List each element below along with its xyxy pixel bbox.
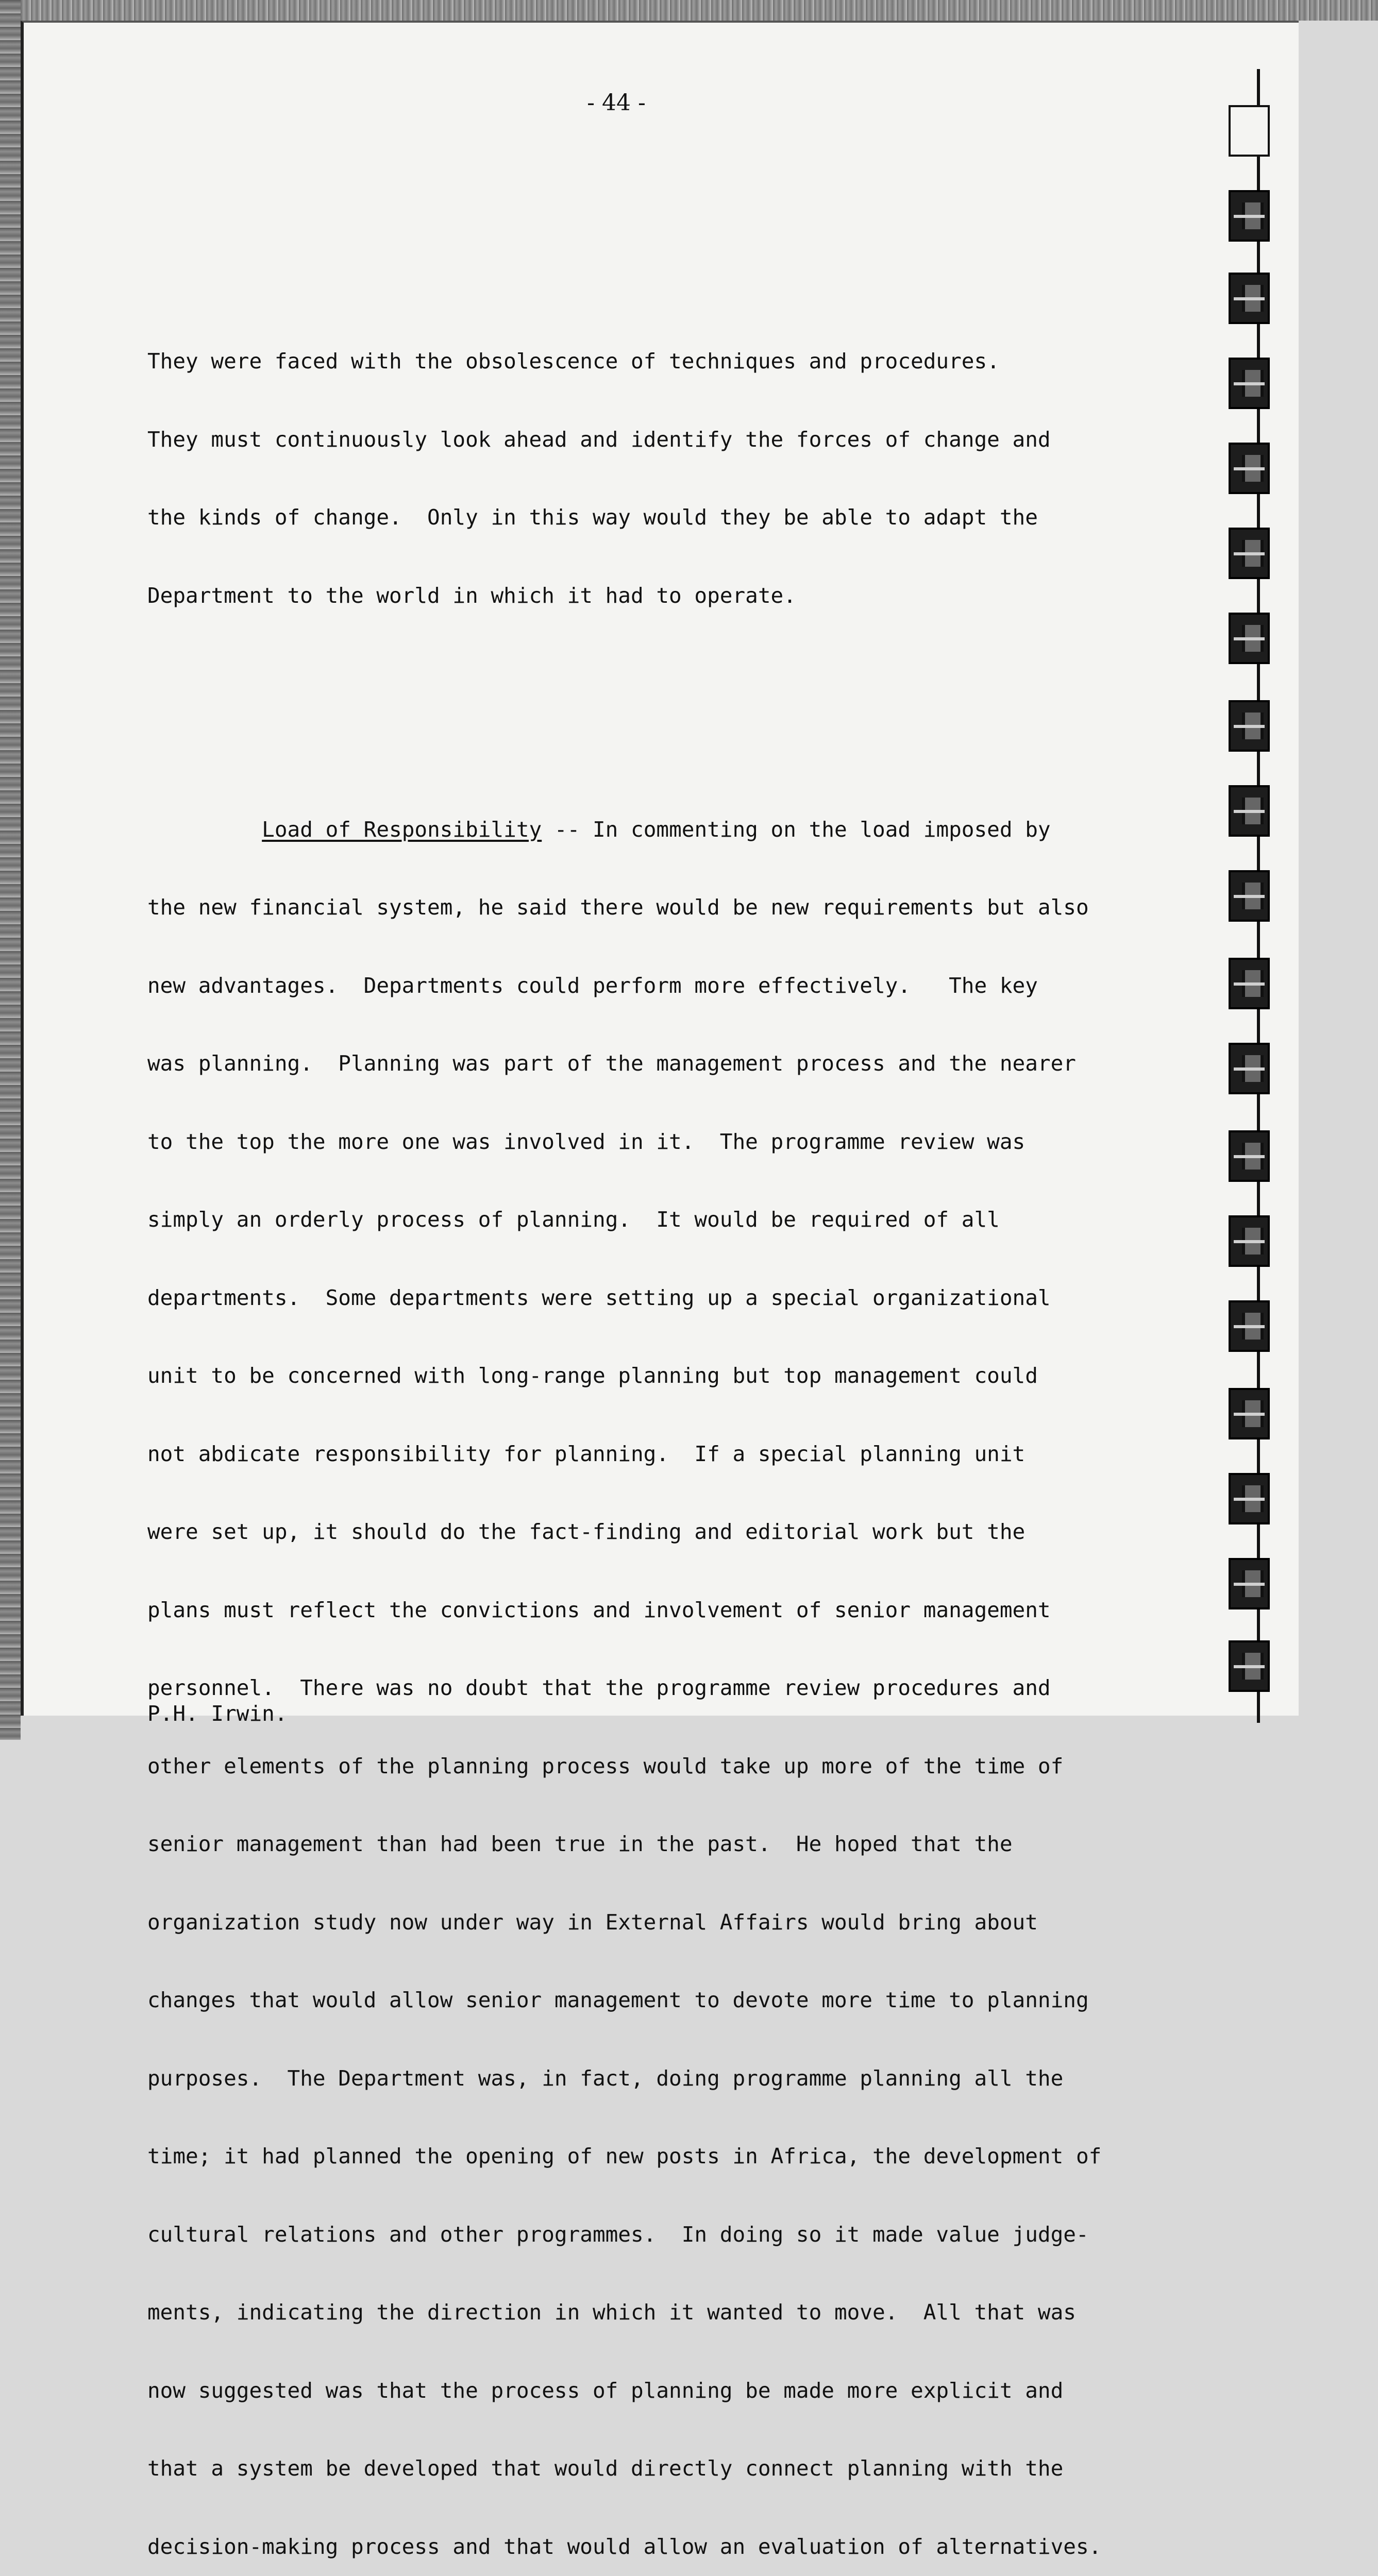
text-line: departments. Some departments were setting up a special organizational — [147, 1285, 1152, 1311]
text-line: to the top the more one was involved in it. The programme review was — [147, 1129, 1152, 1155]
paragraph-intro — [147, 296, 1152, 660]
heading-line-rest: -- In commenting on the load imposed by — [542, 817, 1050, 842]
text-line: time; it had planned the opening of new posts in Africa, the development of — [147, 2143, 1152, 2170]
binding-ring — [1229, 1130, 1270, 1182]
text-line: new advantages. Departments could perform more effectively. The key — [147, 973, 1152, 999]
binding-ring — [1229, 1640, 1270, 1692]
text-line: unit to be concerned with long-range planning but top management could — [147, 1363, 1152, 1389]
text-line: Department to the world in which it had to operate. — [147, 583, 1152, 609]
binding-ring — [1229, 1300, 1270, 1352]
binding-ring — [1229, 1473, 1270, 1524]
binding-ring — [1229, 1043, 1270, 1094]
paragraph-load-of-responsibility — [147, 765, 1152, 2576]
text-line: were set up, it should do the fact-finding and editorial work but the — [147, 1519, 1152, 1545]
text-line: the kinds of change. Only in this way would they be able to adapt the — [147, 504, 1152, 531]
binding-ring — [1229, 528, 1270, 579]
binding-ring — [1229, 273, 1270, 324]
binding-ring — [1229, 700, 1270, 752]
binding-ring — [1229, 190, 1270, 242]
binding-ring — [1229, 358, 1270, 409]
scan-left-edge — [0, 0, 21, 1740]
binding-ring — [1229, 1215, 1270, 1267]
binding-ring — [1229, 443, 1270, 494]
text-line: They must continuously look ahead and identify the forces of change and — [147, 427, 1152, 453]
paragraph-indent — [147, 817, 262, 842]
text-line: ments, indicating the direction in which it wanted to move. All that was — [147, 2299, 1152, 2326]
binding-ring — [1229, 105, 1270, 157]
text-line: not abdicate responsibility for planning. If a special planning unit — [147, 1441, 1152, 1467]
signature: P.H. Irwin. — [147, 1701, 288, 1726]
binding-ring — [1229, 613, 1270, 664]
text-line: They were faced with the obsolescence of techniques and procedures. — [147, 348, 1152, 375]
binding-ring — [1229, 870, 1270, 922]
binding-ring — [1229, 1388, 1270, 1439]
text-line: the new financial system, he said there would be new requirements but also — [147, 894, 1152, 921]
binding-ring — [1229, 785, 1270, 837]
document-body — [147, 244, 1152, 2576]
text-line: cultural relations and other programmes. In doing so it made value judge- — [147, 2222, 1152, 2248]
text-line: now suggested was that the process of planning be made more explicit and — [147, 2378, 1152, 2404]
binding-ring — [1229, 958, 1270, 1009]
spiral-binding — [1218, 69, 1280, 1723]
document-page — [21, 21, 1299, 1716]
text-line: other elements of the planning process would take up more of the time of — [147, 1753, 1152, 1780]
text-line: plans must reflect the convictions and involvement of senior management — [147, 1597, 1152, 1623]
text-line: simply an orderly process of planning. It would be required of all — [147, 1207, 1152, 1233]
page-number: - 44 - — [539, 90, 694, 116]
paragraph-heading-line — [147, 817, 1152, 843]
text-line: was planning. Planning was part of the management process and the nearer — [147, 1050, 1152, 1077]
binding-ring — [1229, 1558, 1270, 1609]
text-line: decision-making process and that would allow an evaluation of alternatives. — [147, 2534, 1152, 2560]
scan-top-edge — [0, 0, 1378, 21]
text-line: purposes. The Department was, in fact, doing programme planning all the — [147, 2065, 1152, 2092]
text-line: organization study now under way in External Affairs would bring about — [147, 1909, 1152, 1936]
text-line: senior management than had been true in the past. He hoped that the — [147, 1831, 1152, 1857]
text-line: personnel. There was no doubt that the programme review procedures and — [147, 1675, 1152, 1701]
section-heading-load-of-responsibility: Load of Responsibility — [262, 817, 542, 842]
text-line: changes that would allow senior management to devote more time to planning — [147, 1987, 1152, 2013]
text-line: that a system be developed that would directly connect planning with the — [147, 2455, 1152, 2482]
